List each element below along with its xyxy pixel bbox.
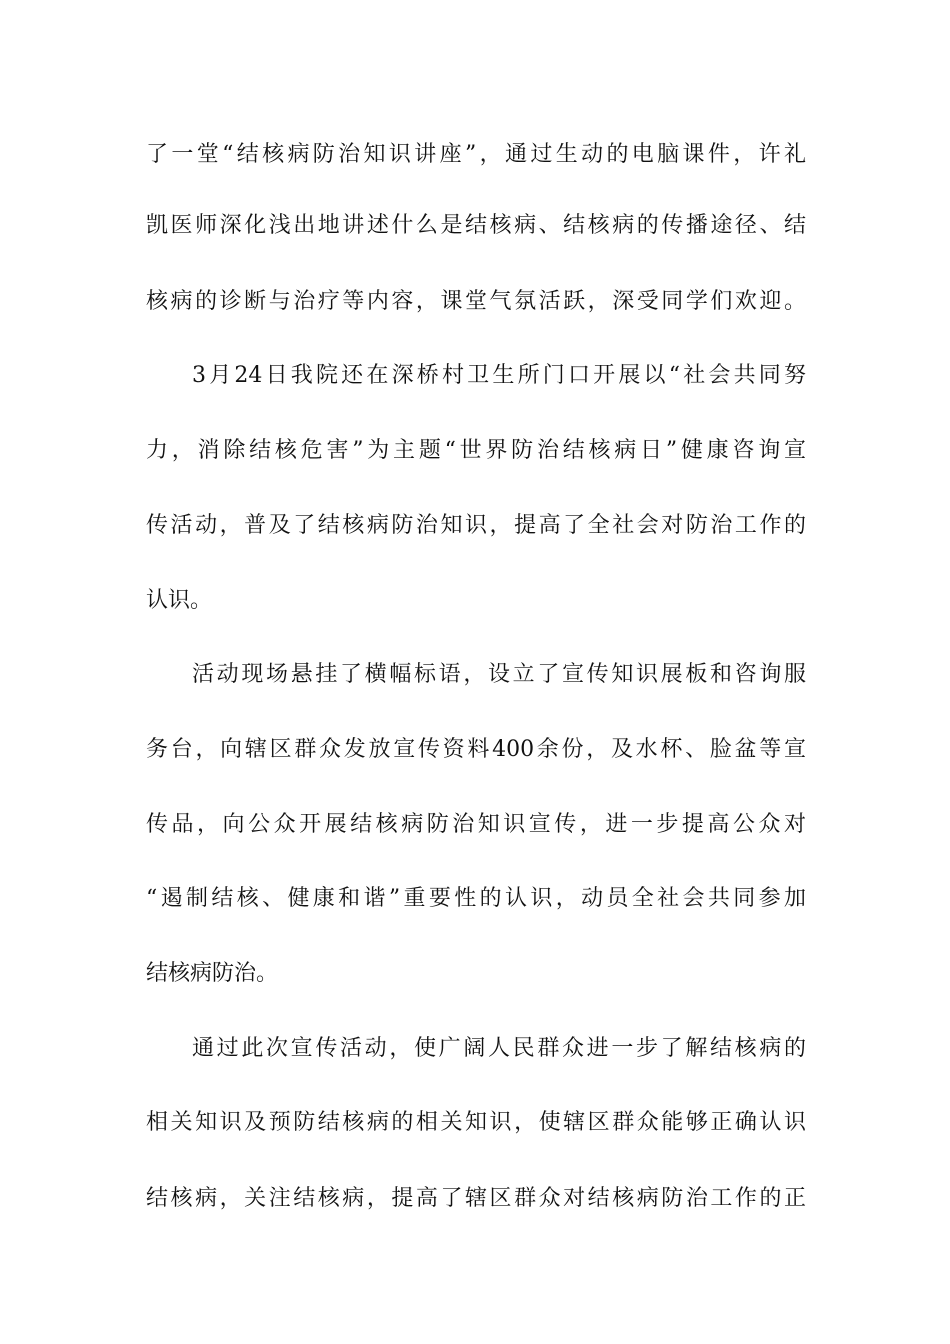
text-line: 通过此次宣传活动，使广阔人民群众进一步了解结核病的: [192, 1036, 806, 1061]
text-line: 务台，向辖区群众发放宣传资料400余份，及水杯、脸盆等宣: [146, 737, 806, 762]
text-line: 活动现场悬挂了横幅标语，设立了宣传知识展板和咨询服: [192, 662, 806, 687]
text-line: 认识。: [146, 588, 213, 613]
text-line: 结核病，关注结核病，提高了辖区群众对结核病防治工作的正: [146, 1186, 806, 1211]
text-line: 传品，向公众开展结核病防治知识宣传，进一步提高公众对: [146, 812, 806, 837]
text-line: 传活动，普及了结核病防治知识，提高了全社会对防治工作的: [146, 513, 806, 538]
text-line: 3月24日我院还在深桥村卫生所门口开展以“社会共同努: [192, 363, 806, 388]
text-line: 相关知识及预防结核病的相关知识，使辖区群众能够正确认识: [146, 1110, 806, 1135]
text-line: 凯医师深化浅出地讲述什么是结核病、结核病的传播途径、结: [146, 213, 806, 238]
text-line: 力，消除结核危害”为主题“世界防治结核病日”健康咨询宣: [146, 438, 806, 463]
text-line: 结核病防治。: [146, 961, 279, 986]
text-line: “遏制结核、健康和谐”重要性的认识，动员全社会共同参加: [146, 886, 806, 911]
text-line: 核病的诊断与治疗等内容，课堂气氛活跃，深受同学们欢迎。: [146, 289, 806, 314]
text-line: 了一堂“结核病防治知识讲座”，通过生动的电脑课件，许礼: [146, 142, 806, 167]
